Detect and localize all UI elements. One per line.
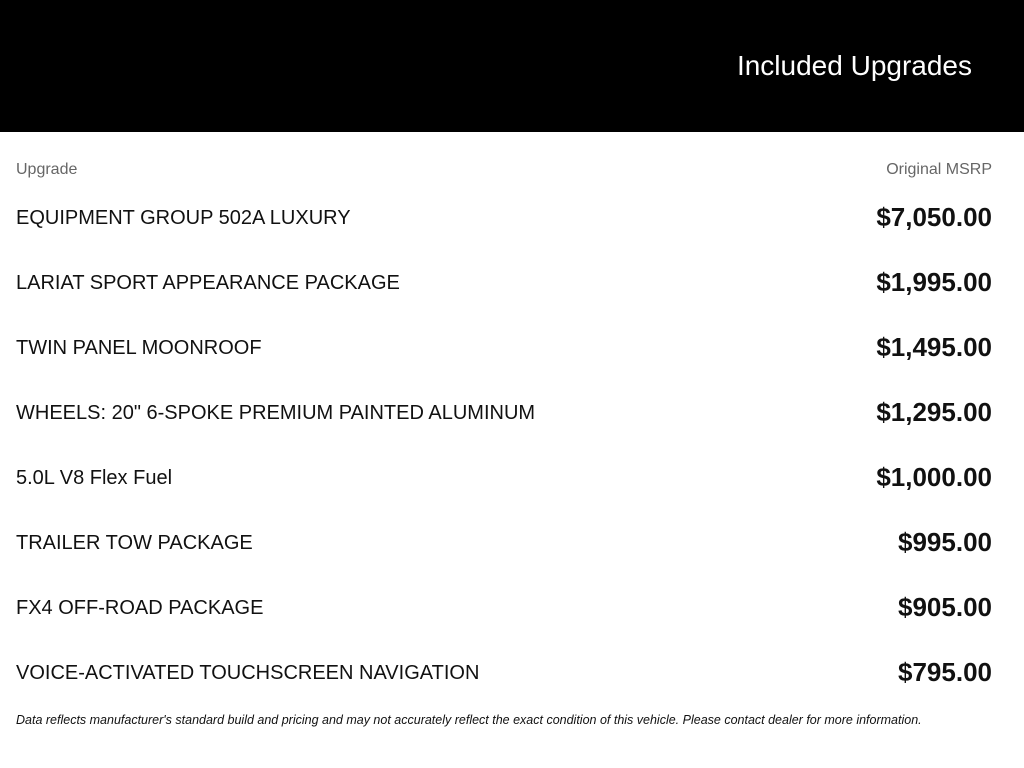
table-header bbox=[16, 160, 992, 180]
table-row bbox=[16, 325, 992, 390]
upgrade-price: $995.00 bbox=[898, 527, 992, 557]
upgrade-price: $1,000.00 bbox=[876, 462, 992, 492]
column-header-msrp: Original MSRP bbox=[886, 161, 992, 178]
header-banner bbox=[0, 0, 1024, 132]
table-row bbox=[16, 650, 992, 715]
table-row bbox=[16, 585, 992, 650]
upgrade-price: $795.00 bbox=[898, 657, 992, 687]
upgrade-price: $1,295.00 bbox=[876, 397, 992, 427]
table-row bbox=[16, 520, 992, 585]
upgrade-price: $1,995.00 bbox=[876, 267, 992, 297]
upgrade-price: $7,050.00 bbox=[876, 202, 992, 232]
upgrade-name: LARIAT SPORT APPEARANCE PACKAGE bbox=[16, 272, 400, 294]
disclaimer-text: Data reflects manufacturer's standard build and pricing and may not accurately reflect the exact condition of this vehicle. Please contact dealer for more information. bbox=[16, 713, 922, 727]
page-title: Included Upgrades bbox=[736, 50, 972, 81]
upgrade-price: $1,495.00 bbox=[876, 332, 992, 362]
table-row bbox=[16, 455, 992, 520]
upgrades-list bbox=[16, 195, 992, 715]
table-row bbox=[16, 260, 992, 325]
upgrade-name: TRAILER TOW PACKAGE bbox=[16, 532, 253, 554]
upgrade-name: FX4 OFF-ROAD PACKAGE bbox=[16, 597, 264, 619]
upgrade-name: 5.0L V8 Flex Fuel bbox=[16, 467, 173, 489]
upgrade-name: VOICE-ACTIVATED TOUCHSCREEN NAVIGATION bbox=[16, 662, 480, 684]
upgrade-name: TWIN PANEL MOONROOF bbox=[16, 337, 262, 359]
table-row bbox=[16, 390, 992, 455]
upgrade-name: WHEELS: 20" 6-SPOKE PREMIUM PAINTED ALUMINUM bbox=[16, 402, 536, 424]
upgrade-price: $905.00 bbox=[898, 592, 992, 622]
table-row bbox=[16, 195, 992, 260]
upgrade-name: EQUIPMENT GROUP 502A LUXURY bbox=[16, 207, 351, 229]
column-header-upgrade: Upgrade bbox=[16, 161, 78, 178]
